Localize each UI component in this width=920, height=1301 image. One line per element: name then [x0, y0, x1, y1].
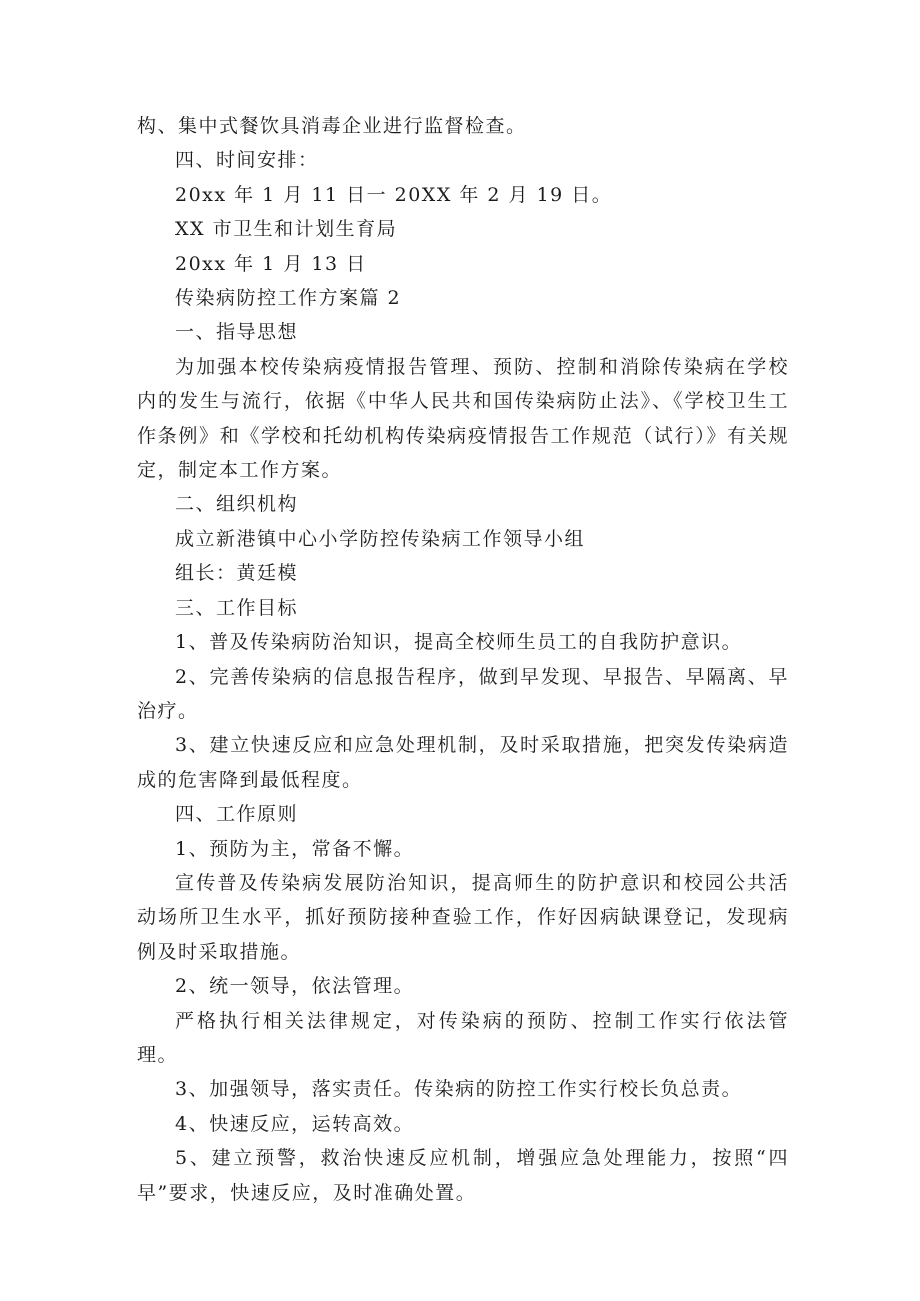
paragraph-principle-1-detail: 宣传普及传染病发展防治知识，提高师生的防护意识和校园公共活动场所卫生水平，抓好预防接种查验工作，作好因病缺课登记，发现病例及时采取措施。 [137, 871, 789, 963]
section-heading-organization: 二、组织机构 [175, 493, 299, 516]
issue-date: 20xx 年 1 月 13 日 [175, 252, 367, 275]
paragraph-group-leader: 组长：黄廷模 [175, 562, 299, 585]
list-item-principle-3: 3、加强领导，落实责任。传染病的防控工作实行校长负总责。 [175, 1078, 743, 1101]
paragraph-leadership-group: 成立新港镇中心小学防控传染病工作领导小组 [175, 527, 586, 550]
list-item-principle-1: 1、预防为主，常备不懈。 [175, 837, 415, 860]
paragraph-principle-2-detail: 严格执行相关法律规定，对传染病的预防、控制工作实行依法管理。 [137, 1009, 789, 1066]
list-item-principle-2: 2、统一领导，依法管理。 [175, 975, 415, 998]
list-item-goal-1: 1、普及传染病防治知识，提高全校师生员工的自我防护意识。 [175, 631, 743, 654]
paragraph-guiding-thought: 为加强本校传染病疫情报告管理、预防、控制和消除传染病在学校内的发生与流行，依据《中华人民共和国传染病防止法》、《学校卫生工作条例》和《学校和托幼机构传染病疫情报告工作规范（试行）》有关规定，制定本工作方案。 [137, 355, 789, 482]
list-item-goal-3: 3、建立快速反应和应急处理机制，及时采取措施，把突发传染病造成的危害降到最低程度。 [137, 734, 789, 791]
list-item-principle-5: 5、建立预警，救治快速反应机制，增强应急处理能力，按照“四早”要求，快速反应，及时准确处置。 [137, 1147, 789, 1204]
section-heading-schedule: 四、时间安排： [175, 149, 319, 172]
list-item-principle-4: 4、快速反应，运转高效。 [175, 1112, 415, 1135]
list-item-goal-2: 2、完善传染病的信息报告程序，做到早发现、早报告、早隔离、早治疗。 [137, 665, 789, 722]
paragraph-continuation: 构、集中式餐饮具消毒企业进行监督检查。 [137, 115, 527, 137]
section-heading-guiding-thought: 一、指导思想 [175, 321, 299, 344]
issuing-authority: XX 市卫生和计划生育局 [175, 218, 398, 241]
schedule-date-range: 20xx 年 1 月 11 日一 20XX 年 2 月 19 日。 [175, 183, 613, 206]
section-heading-principles: 四、工作原则 [175, 803, 299, 826]
document-body [137, 109, 789, 1210]
section-heading-goals: 三、工作目标 [175, 596, 299, 619]
document-title: 传染病防控工作方案篇 2 [175, 287, 402, 310]
